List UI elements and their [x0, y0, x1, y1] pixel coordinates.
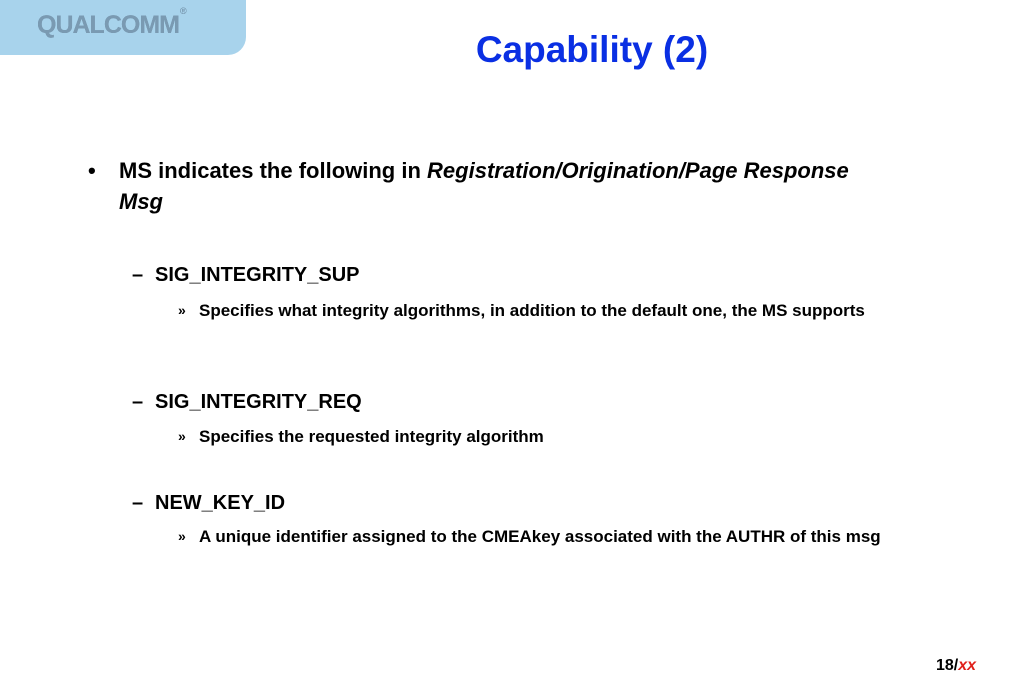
item-label: SIG_INTEGRITY_SUP [155, 264, 360, 286]
page-number [936, 657, 976, 675]
item-description: Specifies what integrity algorithms, in addition to the default one, the MS supports [199, 301, 865, 320]
list-item-sig-integrity-sup-description [178, 298, 938, 323]
page-current: 18/ [935, 657, 959, 674]
dash-mark: – [132, 391, 144, 413]
list-item-sig-integrity-req-description [178, 424, 938, 449]
dash-mark: – [132, 492, 144, 514]
main-bullet-italic: Registration/Origination/Page Response Msg [119, 158, 849, 214]
dash-mark: – [132, 264, 144, 286]
slide-title: Capability (2) [475, 29, 709, 70]
main-bullet-prefix: MS indicates the following in [119, 158, 421, 183]
list-item-new-key-id-description [178, 524, 938, 549]
sub-bullet-mark: » [178, 428, 186, 444]
list-item-sig-integrity-req [132, 389, 362, 415]
list-item-sig-integrity-sup [132, 262, 360, 288]
sub-bullet-mark: » [178, 302, 186, 318]
main-bullet-text [119, 155, 878, 217]
bullet-mark: • [88, 158, 96, 183]
main-bullet [88, 155, 878, 217]
item-description: A unique identifier assigned to the CMEAkey associated with the AUTHR of this msg [199, 527, 881, 546]
page-total: xx [958, 657, 976, 674]
list-item-new-key-id [132, 490, 285, 516]
item-label: NEW_KEY_ID [155, 492, 286, 514]
registered-mark: ® [179, 5, 186, 16]
sub-bullet-mark: » [178, 528, 186, 544]
logo-text: QUALCOMM [37, 11, 179, 39]
item-description: Specifies the requested integrity algorithm [199, 427, 544, 446]
item-label: SIG_INTEGRITY_REQ [155, 391, 362, 413]
